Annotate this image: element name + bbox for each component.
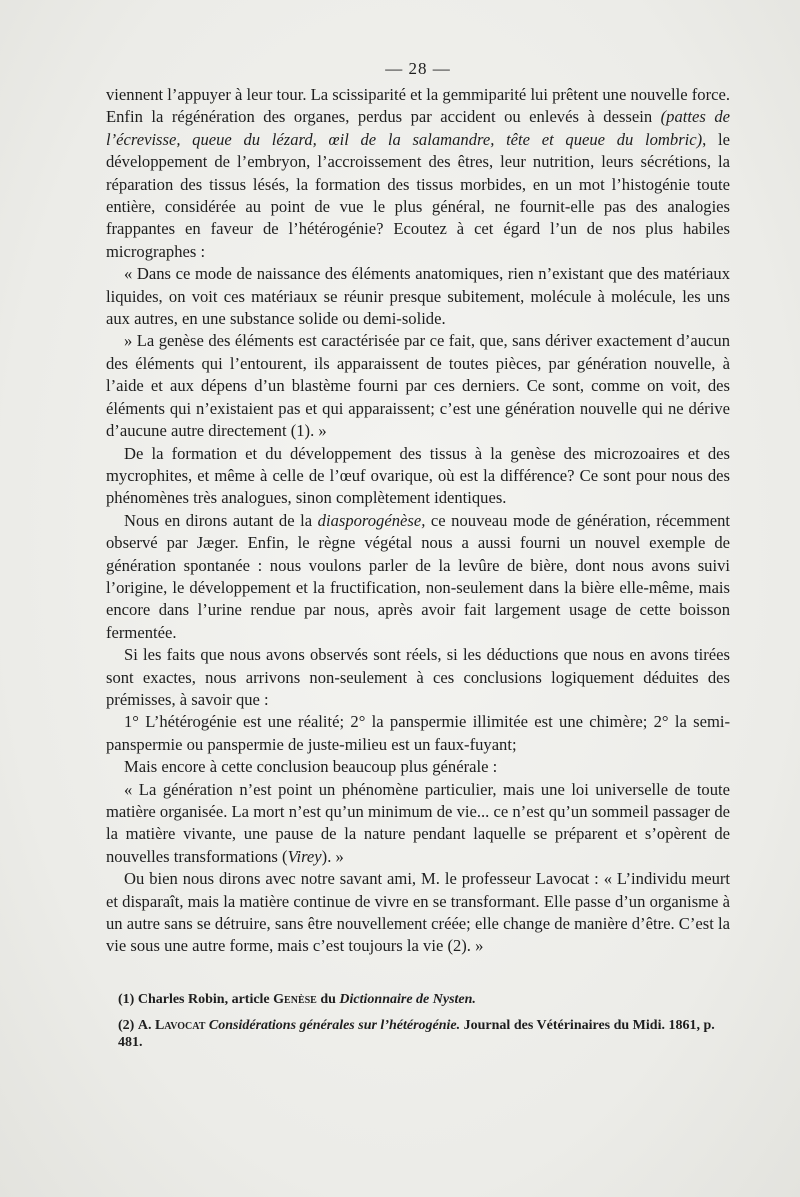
page-number: — 28 — bbox=[385, 59, 451, 78]
footnote-2 bbox=[118, 1017, 730, 1051]
footnote-2-rest: Journal des Vétérinaires du Midi. 1861, p. 481. bbox=[118, 1018, 715, 1050]
footnotes bbox=[118, 991, 730, 1060]
footnote-1-title: Dictionnaire de Nysten. bbox=[339, 992, 476, 1007]
paragraph-7: 1° L’hétérogénie est une réalité; 2° la panspermie illimitée est une chimère; 2° la semi-panspermie ou panspermie de juste-milieu est un faux-fuyant; bbox=[106, 712, 730, 754]
paragraph-4: De la formation et du développement des tissus à la genèse des microzoaires et des mycrophites, et même à celle de l’œuf ovarique, où est la différence? Ce sont pour nous des phénomènes très analogues, sinon complètement identiques. bbox=[106, 443, 730, 508]
paragraph-8: Mais encore à cette conclusion beaucoup plus générale : bbox=[124, 757, 498, 777]
paragraph-1 bbox=[106, 84, 730, 263]
quote-3-italic: Virey bbox=[287, 846, 322, 866]
paragraph-1-text: viennent l’appuyer à leur tour. La scissiparité et la gemmiparité lui prêtent une nouvelle force. Enfin la régénération des organes, perdus par accident ou enlevés à dessein bbox=[106, 85, 730, 127]
quote-paragraph-3 bbox=[106, 779, 730, 869]
footnote-2-author: A. Lavocat bbox=[137, 1018, 206, 1033]
footnote-1-du: du bbox=[320, 992, 336, 1007]
paragraph-6: Si les faits que nous avons observés sont réels, si les déductions que nous en avons tirées sont exactes, nous arrivons non-seulement à ces conclusions logiquement déduites des prémisses, à savoir que : bbox=[106, 645, 730, 709]
quote-paragraph-1: « Dans ce mode de naissance des éléments anatomiques, rien n’existant que des matériaux liquides, on voit ces matériaux se réunir presque subitement, molécule à molécule, les uns aux autres, en une substance solide ou demi-solide. bbox=[106, 264, 730, 329]
paragraph-5-italic: diasporogénèse, bbox=[317, 510, 426, 530]
quote-3-rest: ). » bbox=[321, 846, 344, 866]
paragraph-1-italic: (pattes de l’écrevisse, queue du lézard, œil de la salamandre, tête et queue du lombric) bbox=[106, 107, 730, 149]
footnote-2-title: Considérations générales sur l’hétérogénie. bbox=[208, 1018, 461, 1033]
footnote-1-mark: (1) bbox=[118, 992, 135, 1007]
quote-3-text: « La génération n’est point un phénomène particulier, mais une loi universelle de toute matière organisée. La mort n’est qu’un minimum de vie... ce n’est qu’un sommeil passager de la matière vivante, une pause de la nature pendant laquelle se préparent et s’opèrent de nouvelles transformations ( bbox=[106, 779, 730, 866]
page-body bbox=[106, 58, 730, 958]
footnote-1 bbox=[118, 991, 730, 1008]
footnote-2-mark: (2) bbox=[118, 1018, 135, 1033]
paragraph-1-rest: , le développement de l’embryon, l’accroissement des êtres, leur nutrition, leurs sécrétions, la réparation des tissus lésés, la formation des tissus morbides, en un mot l’histogénie toute entière, considérée au point de vue le plus général, ne fournit-elle pas des analogies frappantes en faveur de l’hétérogénie? Ecoutez à cet égard l’un de nos plus habiles micrographes : bbox=[106, 129, 730, 261]
footnote-1-word: Genèse bbox=[273, 992, 317, 1007]
paragraph-10: Ou bien nous dirons avec notre savant ami, M. le professeur Lavocat : « L’individu meurt et disparaît, mais la matière continue de vivre en se transformant. Elle passe d’un organisme à un autre sans se détruire, sans être nouvellement créée; elle change de manière d’être. C’est la vie sous une autre forme, mais c’est toujours la vie (2). » bbox=[106, 869, 730, 956]
quote-paragraph-2: » La genèse des éléments est caractérisée par ce fait, que, sans dériver exactement d’aucun des éléments qui l’entourent, ils apparaissent de toutes pièces, par génération nouvelle, à l’aide et aux dépens d’un blastème fourni par ces derniers. Ce sont, comme on voit, des éléments qui n’existaient pas et qui apparaissent; c’est une génération nouvelle qui ne dérive d’aucune autre directement (1). » bbox=[106, 331, 730, 441]
paragraph-5-rest: ce nouveau mode de génération, récemment observé par Jæger. Enfin, le règne végétal nous a aussi fourni un nouvel exemple de génération spontanée : nous voulons parler de la levûre de bière, dont nous avons suivi l’origine, le développement et la fructification, non-seulement dans la bière elle-même, mais encore dans l’urine rendue par nous, après avoir fait largement usage de cette boisson fermentée. bbox=[106, 510, 730, 642]
paragraph-5 bbox=[106, 510, 730, 644]
paragraph-5-text: Nous en dirons autant de la bbox=[124, 510, 318, 530]
footnote-1-author: Charles Robin, article bbox=[137, 992, 270, 1007]
